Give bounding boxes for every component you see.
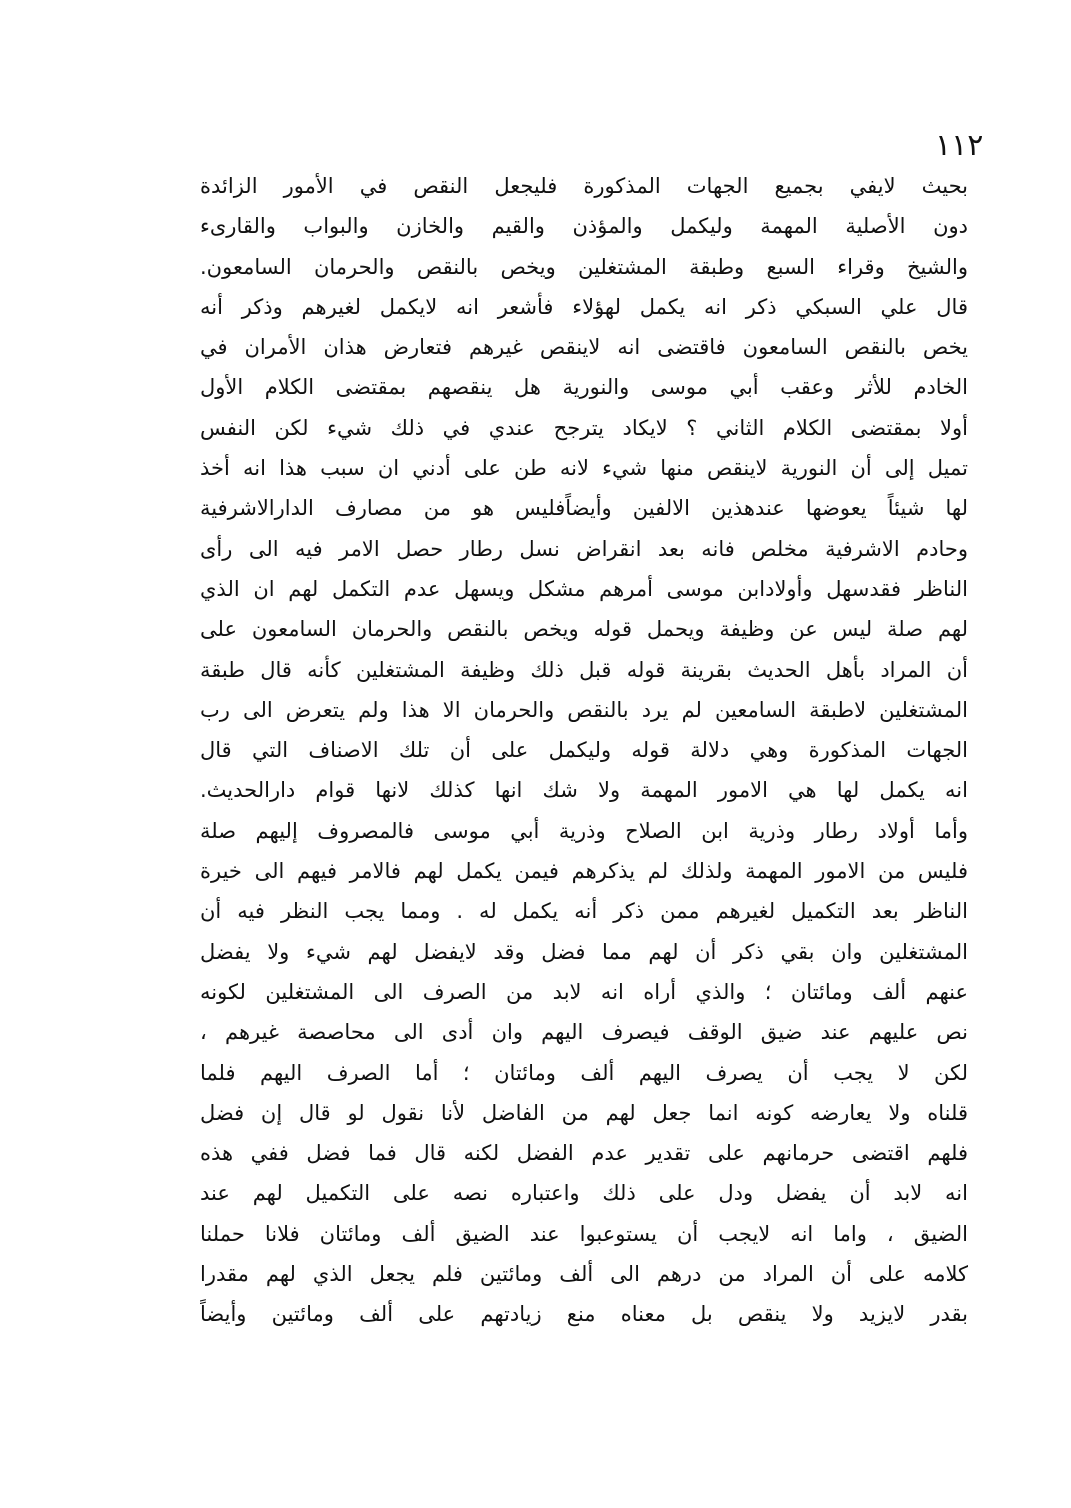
text-line: المشتغلين وان بقي ذكر أن لهم مما فضل وقد لايفضل لهم شيء ولا يفضل [200,939,968,964]
text-line: كلامه على أن المراد من درهم الى ألف ومائتين فلم يجعل الذي لهم مقدرا [200,1262,968,1287]
page-number: ١١٢ [935,128,984,163]
text-line: تميل إلى أن النورية لاينقص منها شيء لانه طن على أدني ان سبب هذا انه أخذ [200,456,968,481]
text-line: والشيخ وقراء السبع وطبقة المشتغلين ويخص بالنقص والحرمان السامعون. [200,254,968,279]
text-line: عنهم ألف ومائتان ؛ والذي أراه انه لابد من الصرف الى المشتغلين لكونه [200,979,968,1004]
text-line: انه يكمل لها هي الامور المهمة ولا شك انها كذلك لانها قوام دارالحديث. [200,778,968,803]
text-line: الجهات المذكورة وهي دلالة قوله وليكمل على أن تلك الاصناف التي قال [200,738,968,763]
text-line: بحيث لايفي بجميع الجهات المذكورة فليجعل النقص في الأمور الزائدة [200,174,968,198]
text-line: نص عليهم عند ضيق الوقف فيصرف اليهم وان أدى الى محاصصة غيرهم ، [200,1020,968,1045]
text-line: بقدر لايزيد ولا ينقص بل معناه منع زيادتهم على ألف ومائتين وأيضاً [200,1302,968,1327]
text-line: لكن لا يجب أن يصرف اليهم ألف ومائتان ؛ أما الصرف اليهم فلما [200,1060,968,1085]
text-line: الناظر فقدسهل وأولادابن موسى أمرهم مشكل ويسهل عدم التكمل لهم ان الذي [200,576,968,601]
text-line: الخادم للأثر وعقب أبي موسى والنورية هل ينقصهم بمقتضى الكلام الأول [200,375,968,400]
text-line: الناظر بعد التكميل لغيرهم ممن ذكر أنه يكمل له . ومما يجب النظر فيه أن [200,899,968,924]
text-line: أولا بمقتضى الكلام الثاني ؟ لايكاد يترجح عندي في ذلك شيء لكن النفس [200,415,968,440]
text-line: فلهم اقتضى حرمانهم على تقدير عدم الفضل لكنه قال فما فضل ففي هذه [200,1141,968,1166]
text-line: وحادم الاشرفية مخلص فانه بعد انقراض نسل رطار حصل الامر فيه الى رأى [200,536,968,561]
text-line: انه لابد أن يفضل ودل على ذلك واعتباره نصه على التكميل لهم عند [200,1181,968,1206]
text-line: وأما أولاد رطار وذرية ابن الصلاح وذرية أبي موسى فالمصروف إليهم صلة [200,818,968,843]
text-line: أن المراد بأهل الحديث بقرينة قوله قبل ذلك وظيفة المشتغلين كأنه قال طبقة [200,657,968,682]
text-line: دون الأصلية المهمة وليكمل والمؤذن والقيم والخازن والبواب والقارىء [200,214,968,239]
text-line: فليس من الامور المهمة ولذلك لم يذكرهم فيمن يكمل لهم فالامر فيهم الى خيرة [200,859,968,884]
text-line: قلناه ولا يعارضه كونه انما جعل لهم من الفاضل لأنا نقول لو قال إن فضل [200,1100,968,1125]
text-line: لهم صلة ليس عن وظيفة ويحمل قوله ويخص بالنقص والحرمان السامعون على [200,617,968,642]
body-text [200,166,968,1335]
text-line: لها شيئاً يعوضها عندهذين الالفين وأيضاًفليس هو من مصارف الدارالاشرفية [200,496,968,521]
text-line: يخص بالنقص السامعون فاقتضى انه لاينقص غيرهم فتعارض هذان الأمران في [200,335,968,360]
text-line: الضيق ، واما انه لايجب أن يستوعبوا عند الضيق ألف ومائتان فلانا حملنا [200,1221,968,1246]
text-line: قال علي السبكي ذكر انه يكمل لهؤلاء فأشعر انه لايكمل لغيرهم وذكر أنه [200,294,968,319]
text-line: المشتغلين لاطبقة السامعين لم يرد بالنقص والحرمان الا هذا ولم يتعرض الى رب [200,697,968,722]
